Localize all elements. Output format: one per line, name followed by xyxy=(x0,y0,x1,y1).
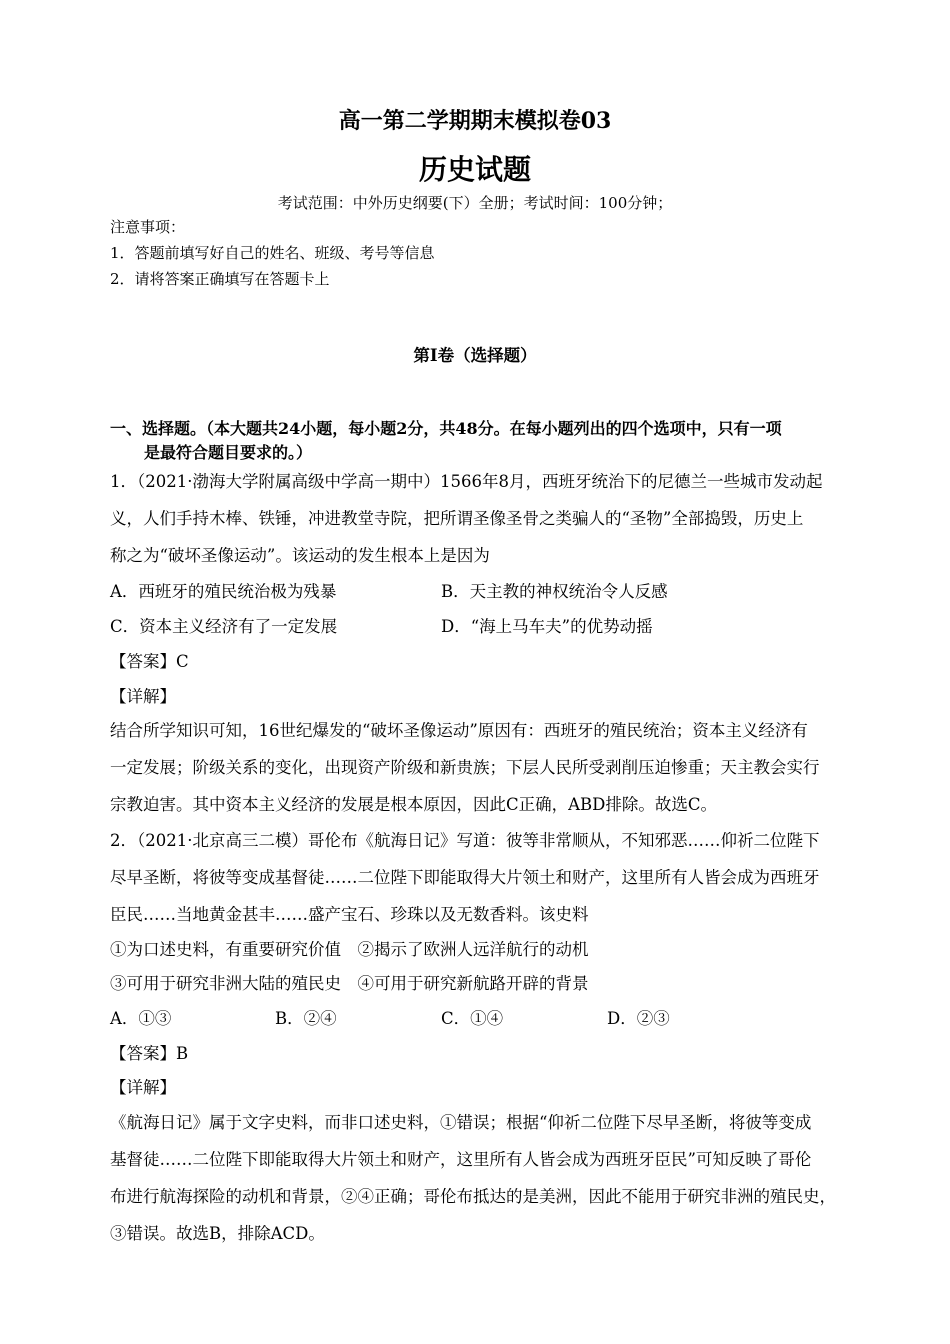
question-1-text: 义，人们手持木棒、铁锤，冲进教堂寺院，把所谓圣像圣骨之类骗人的“圣物”全部捣毁，历史上 xyxy=(110,509,804,528)
question-2-text: 2．（2021·北京高三二模）哥伦布《航海日记》写道：彼等非常顺从，不知邪恶……仰祈二位陛下 xyxy=(110,831,820,850)
q2-option-c: C．①④ xyxy=(441,1009,504,1028)
section-instructions xyxy=(110,417,845,465)
question-2-statement: ①为口述史料，有重要研究价值 ②揭示了欧洲人远洋航行的动机 xyxy=(110,940,589,959)
q2-detail-text: 《航海日记》属于文字史料，而非口述史料，①错误；根据“仰祈二位陛下尽早圣断，将彼等变成 xyxy=(110,1113,812,1132)
section-title: 第I卷（选择题） xyxy=(413,346,537,365)
question-2-statement: ③可用于研究非洲大陆的殖民史 ④可用于研究新航路开辟的背景 xyxy=(110,974,589,993)
q1-option-b: B．天主教的神权统治令人反感 xyxy=(441,582,668,601)
q2-detail-text: 布进行航海探险的动机和背景，②④正确；哥伦布抵达的是美洲，因此不能用于研究非洲的殖民史， xyxy=(110,1187,836,1206)
q1-detail-text: 一定发展；阶级关系的变化，出现资产阶级和新贵族；下层人民所受剥削压迫惨重；天主教会实行 xyxy=(110,758,820,777)
subject-title: 历史试题 xyxy=(418,153,531,186)
q1-detail-label: 【详解】 xyxy=(110,687,176,706)
question-2-text: 臣民……当地黄金甚丰……盛产宝石、珍珠以及无数香料。该史料 xyxy=(110,905,589,924)
q2-detail-text: 基督徒……二位陛下即能取得大片领土和财产，这里所有人皆会成为西班牙臣民”可知反映了哥伦 xyxy=(110,1150,812,1169)
question-2-text: 尽早圣断，将彼等变成基督徒……二位陛下即能取得大片领土和财产，这里所有人皆会成为西班牙 xyxy=(110,868,820,887)
q1-option-a: A．西班牙的殖民统治极为残暴 xyxy=(110,582,337,601)
q2-detail-text: ③错误。故选B，排除ACD。 xyxy=(110,1224,325,1243)
q1-answer: 【答案】C xyxy=(110,652,189,671)
note-item: 1．答题前填写好自己的姓名、班级、考号等信息 xyxy=(110,244,435,262)
note-item: 2．请将答案正确填写在答题卡上 xyxy=(110,270,330,288)
exam-info: 考试范围：中外历史纲要(下）全册；考试时间：100分钟； xyxy=(277,194,673,212)
q1-option-c: C．资本主义经济有了一定发展 xyxy=(110,617,338,636)
exam-title: 高一第二学期期末模拟卷03 xyxy=(338,108,612,134)
q2-option-b: B．②④ xyxy=(275,1009,337,1028)
instructions-line: 一、选择题。（本大题共24小题，每小题2分，共48分。在每小题列出的四个选项中，只有一项 xyxy=(110,419,782,438)
q2-detail-label: 【详解】 xyxy=(110,1078,176,1097)
notes-heading: 注意事项： xyxy=(110,218,186,236)
question-1-text: 称之为“破坏圣像运动”。该运动的发生根本上是因为 xyxy=(110,546,490,565)
q1-detail-text: 宗教迫害。其中资本主义经济的发展是根本原因，因此C正确，ABD排除。故选C。 xyxy=(110,795,718,814)
q2-option-a: A．①③ xyxy=(110,1009,172,1028)
q1-detail-text: 结合所学知识可知，16世纪爆发的“破坏圣像运动”原因有：西班牙的殖民统治；资本主义经济有 xyxy=(110,721,808,740)
q2-answer: 【答案】B xyxy=(110,1044,189,1063)
instructions-line: 是最符合题目要求的。） xyxy=(144,443,313,462)
q1-option-d: D．“海上马车夫”的优势动摇 xyxy=(441,617,653,636)
q2-option-d: D．②③ xyxy=(607,1009,670,1028)
question-1-text: 1．（2021·渤海大学附属高级中学高一期中）1566年8月，西班牙统治下的尼德兰一些城市发动起 xyxy=(110,472,823,491)
